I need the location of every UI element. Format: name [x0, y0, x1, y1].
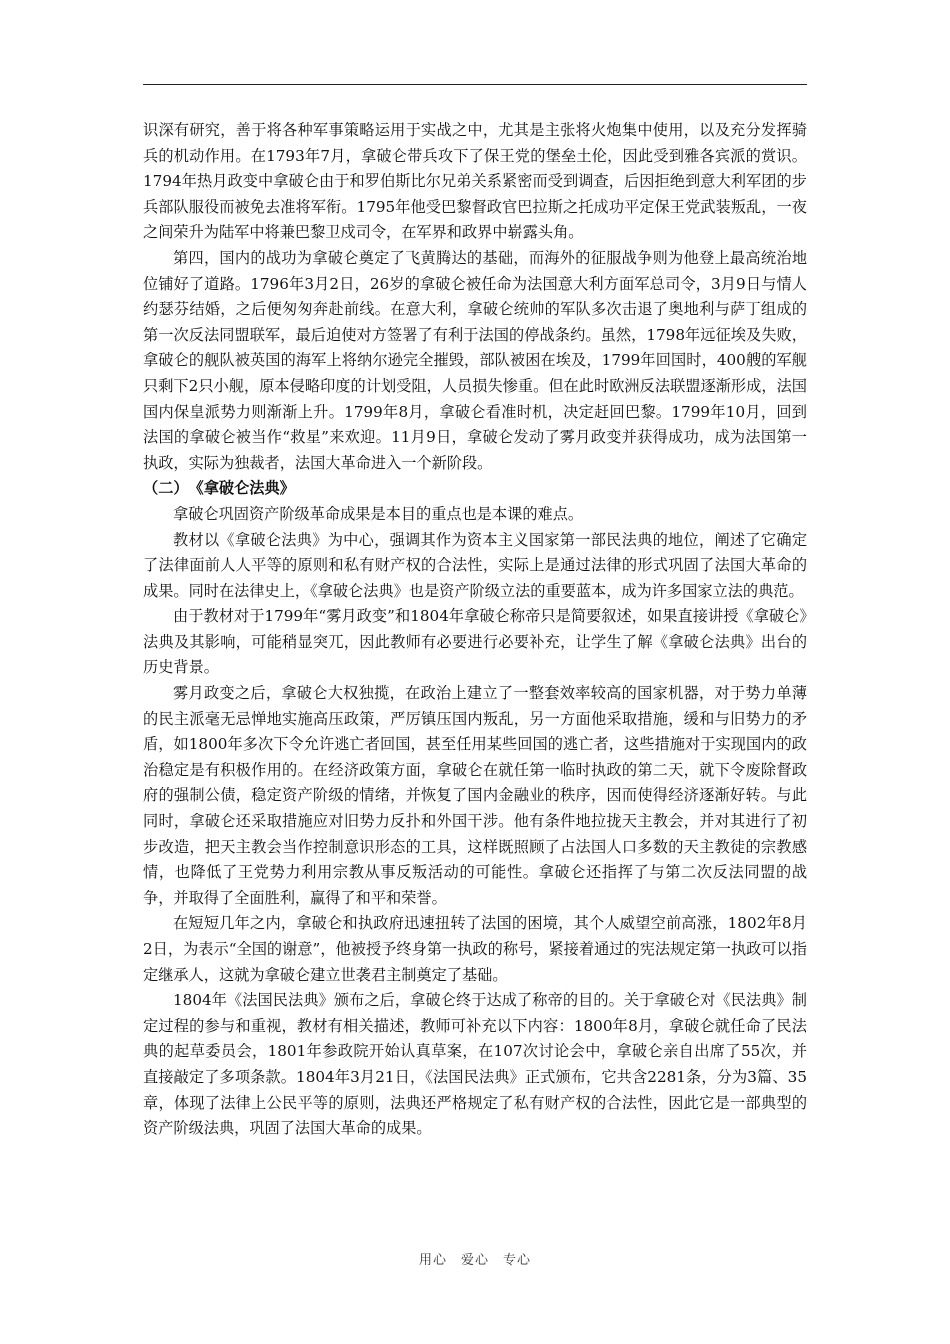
- header-rule: [143, 84, 807, 85]
- section-heading: （二） 《拿破仑法典》: [143, 479, 295, 498]
- paragraph: 拿破仑巩固资产阶级革命成果是本目的重点也是本课的难点。: [173, 504, 584, 523]
- page-footer: 用心 爱心 专心: [418, 1253, 531, 1268]
- paragraph: 雾月政变之后，拿破仑大权独揽，在政治上建立了一整套效率较高的国家机器，对于势力单薄的民主派毫无忌惮地实施高压政策，严厉镇压国内叛乱，另一方面他采取措施，缓和与旧势力的矛盾，如1800年多次下令允许逃亡者回国，甚至任用某些回国的逃亡者，这些措施对于实现国内的政治稳定是有积极作用的。在经济政策方面，拿破仑在就任第一临时执政的第二天，就下令废除督政府的强制公债，稳定资产阶级的情绪，并恢复了国内金融业的秩序，因而使得经济逐渐好转。与此同时，拿破仑还采取措施应对旧势力反扑和外国干涉。他有条件地拉拢天主教会，并对其进行了初步改造，把天主教会当作控制意识形态的工具，这样既照顾了占法国人口多数的天主教徒的宗教感情，也降低了王党势力利用宗教从事反叛活动的可能性。拿破仑还指挥了与第二次反法同盟的战争，并取得了全面胜利，赢得了和平和荣誉。: [143, 684, 807, 907]
- paragraph: 识深有研究，善于将各种军事策略运用于实战之中，尤其是主张将火炮集中使用，以及充分发挥骑兵的机动作用。在1793年7月，拿破仑带兵攻下了保王党的堡垒土伦，因此受到雅各宾派的赏识。1794年热月政变中拿破仑由于和罗伯斯比尔兄弟关系紧密而受到调查，后因拒绝到意大利军团的步兵部队服役而被免去准将军衔。1795年他受巴黎督政官巴拉斯之托成功平定保王党武装叛乱，一夜之间荣升为陆军中将兼巴黎卫戍司令，在军界和政界中崭露头角。: [143, 121, 807, 242]
- paragraph: 由于教材对于1799年“雾月政变”和1804年拿破仑称帝只是简要叙述，如果直接讲授《拿破仑》法典及其影响，可能稍显突兀，因此教师有必要进行必要补充，让学生了解《拿破仑法典》出台的历史背景。: [143, 607, 807, 677]
- paragraph: 教材以《拿破仑法典》为中心，强调其作为资本主义国家第一部民法典的地位，阐述了它确定了法律面前人人平等的原则和私有财产权的合法性，实际上是通过法律的形式巩固了法国大革命的成果。同时在法律史上，《拿破仑法典》也是资产阶级立法的重要蓝本，成为许多国家立法的典范。: [143, 530, 807, 600]
- paragraph: 在短短几年之内，拿破仑和执政府迅速扭转了法国的困境，其个人威望空前高涨，1802年8月2日，为表示“全国的谢意”，他被授予终身第一执政的称号，紧接着通过的宪法规定第一执政可以指定继承人，这就为拿破仑建立世袭君主制奠定了基础。: [143, 914, 807, 984]
- paragraph: 第四，国内的战功为拿破仑奠定了飞黄腾达的基础，而海外的征服战争则为他登上最高统治地位铺好了道路。1796年3月2日，26岁的拿破仑被任命为法国意大利方面军总司令，3月9日与情人约瑟芬结婚，之后便匆匆奔赴前线。在意大利，拿破仑统帅的军队多次击退了奥地利与萨丁组成的第一次反法同盟联军，最后迫使对方签署了有利于法国的停战条约。虽然，1798年远征埃及失败，拿破仑的舰队被英国的海军上将纳尔逊完全摧毁，部队被困在埃及，1799年回国时，400艘的军舰只剩下2只小舰，原本侵略印度的计划受阻，人员损失惨重。但在此时欧洲反法联盟逐渐形成，法国国内保皇派势力则渐渐上升。1799年8月，拿破仑看准时机，决定赶回巴黎。1799年10月，回到法国的拿破仑被当作“救星”来欢迎。11月9日，拿破仑发动了雾月政变并获得成功，成为法国第一执政，实际为独裁者，法国大革命进入一个新阶段。: [143, 248, 807, 472]
- document-body: [143, 118, 807, 1142]
- paragraph: 1804年《法国民法典》颁布之后，拿破仑终于达成了称帝的目的。关于拿破仑对《民法典》制定过程的参与和重视，教材有相关描述，教师可补充以下内容：1800年8月，拿破仑就任命了民法典的起草委员会，1801年参政院开始认真草案，在107次讨论会中，拿破仑亲自出席了55次，并直接敲定了多项条款。1804年3月21日，《法国民法典》正式颁布，它共含2281条，分为3篇、35章，体现了法律上公民平等的原则，法典还严格规定了私有财产权的合法性，因此它是一部典型的资产阶级法典，巩固了法国大革命的成果。: [143, 991, 807, 1138]
